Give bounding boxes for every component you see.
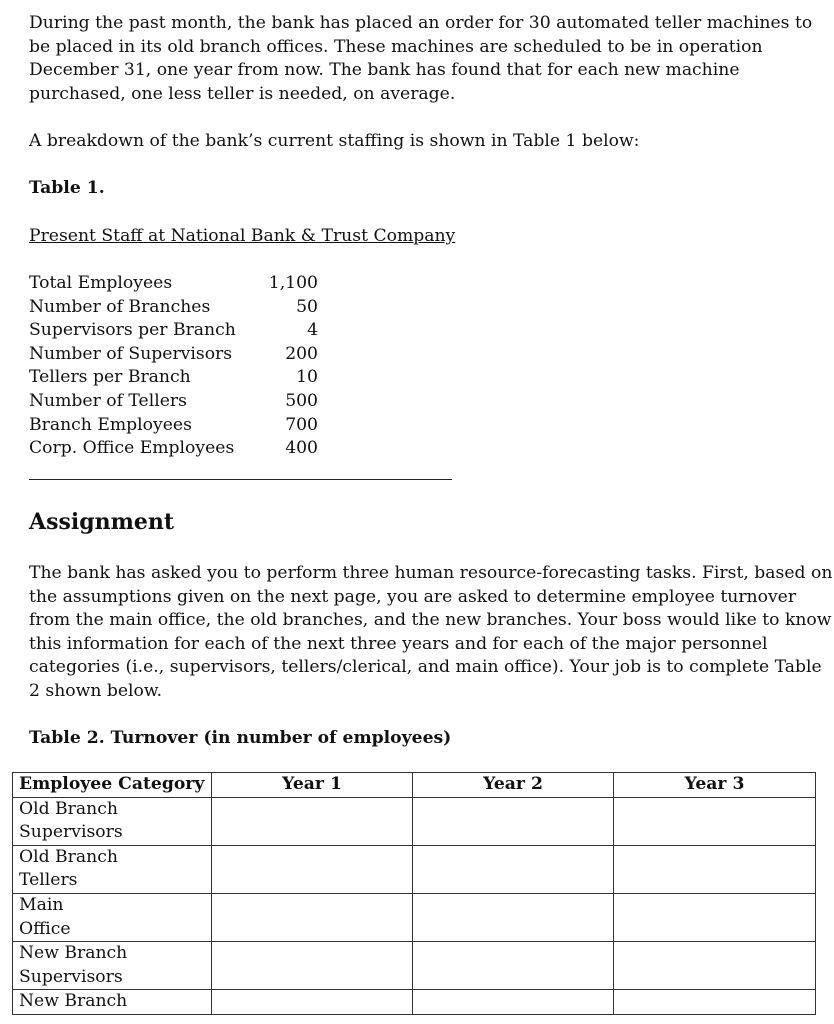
staff-row [29,319,329,343]
year-1-cell[interactable] [212,990,413,1015]
column-header-year-2: Year 2 [413,773,614,798]
assignment-line: this information for each of the next three years and for each of the major personnel [29,633,768,654]
staff-value: 500 [285,390,318,411]
staff-label: Corp. Office Employees [29,438,235,459]
table-header-row [13,773,816,798]
breakdown-sentence: A breakdown of the bank’s current staffing is shown in Table 1 below: [29,131,640,151]
staff-value: 10 [296,367,318,388]
assignment-heading: Assignment [29,509,175,535]
category-cell [13,990,212,1015]
category-line: Supervisors [19,966,123,987]
assignment-line: categories (i.e., supervisors, tellers/clerical, and main office). Your job is to complete Table [29,657,822,678]
staff-value: 1,100 [268,273,318,293]
column-header-year-1: Year 1 [212,773,413,798]
table-row [13,797,816,845]
staff-label: Total Employees [29,273,173,293]
category-line: Main [19,894,64,915]
year-2-cell[interactable] [413,797,614,845]
category-line: New Branch [19,943,128,964]
intro-line: December 31, one year from now. The bank has found that for each new machine [29,60,740,81]
staff-value: 50 [296,296,318,317]
category-line: Tellers [19,870,78,891]
turnover-table [12,772,816,1015]
staff-label: Branch Employees [29,414,192,435]
intro-line: purchased, one less teller is needed, on average. [29,83,456,104]
section-divider [29,479,452,480]
staff-label: Number of Branches [29,296,211,317]
staff-label: Number of Supervisors [29,343,233,364]
staff-row [29,414,329,438]
table-row [13,942,816,990]
category-cell [13,797,212,845]
assignment-line: the assumptions given on the next page, you are asked to determine employee turnover [29,586,797,607]
year-3-cell[interactable] [614,942,816,990]
intro-line: be placed in its old branch offices. These machines are scheduled to be in operation [29,36,763,57]
category-line: Old Branch [19,846,118,867]
category-cell [13,942,212,990]
staff-value: 400 [285,438,318,459]
category-line: Supervisors [19,822,123,843]
staff-label: Tellers per Branch [29,367,191,388]
staff-row [29,390,329,414]
staff-row [29,437,329,461]
table2-caption: Table 2. Turnover (in number of employees) [29,728,452,748]
table1-title: Present Staff at National Bank & Trust Company [29,226,456,246]
year-1-cell[interactable] [212,942,413,990]
staff-row [29,272,329,296]
staff-value: 4 [307,320,318,341]
column-header-category: Employee Category [13,773,212,798]
column-header-year-3: Year 3 [614,773,816,798]
staff-row [29,366,329,390]
year-3-cell[interactable] [614,990,816,1015]
intro-paragraph [29,12,819,106]
year-2-cell[interactable] [413,845,614,893]
staff-value: 700 [285,414,318,435]
year-3-cell[interactable] [614,845,816,893]
staff-label: Number of Tellers [29,390,187,411]
year-2-cell[interactable] [413,990,614,1015]
table-row [13,845,816,893]
assignment-paragraph [29,562,833,704]
category-cell [13,845,212,893]
intro-line: During the past month, the bank has placed an order for 30 automated teller machines to [29,13,813,33]
year-3-cell[interactable] [614,893,816,941]
category-line: New Branch [19,991,128,1012]
category-cell [13,893,212,941]
assignment-line: from the main office, the old branches, and the new branches. Your boss would like to know [29,610,832,631]
year-1-cell[interactable] [212,797,413,845]
year-3-cell[interactable] [614,797,816,845]
assignment-line: 2 shown below. [29,680,163,701]
category-line: Office [19,918,71,939]
table1-label: Table 1. [29,178,105,198]
table-row [13,893,816,941]
year-1-cell[interactable] [212,845,413,893]
table-row [13,990,816,1015]
category-line: Old Branch [19,798,118,819]
staff-row [29,343,329,367]
staff-value: 200 [285,343,318,364]
year-2-cell[interactable] [413,942,614,990]
staff-table [29,272,329,461]
staff-row [29,296,329,320]
staff-label: Supervisors per Branch [29,320,236,341]
assignment-line: The bank has asked you to perform three human resource-forecasting tasks. First, based on [29,563,833,583]
year-2-cell[interactable] [413,893,614,941]
year-1-cell[interactable] [212,893,413,941]
